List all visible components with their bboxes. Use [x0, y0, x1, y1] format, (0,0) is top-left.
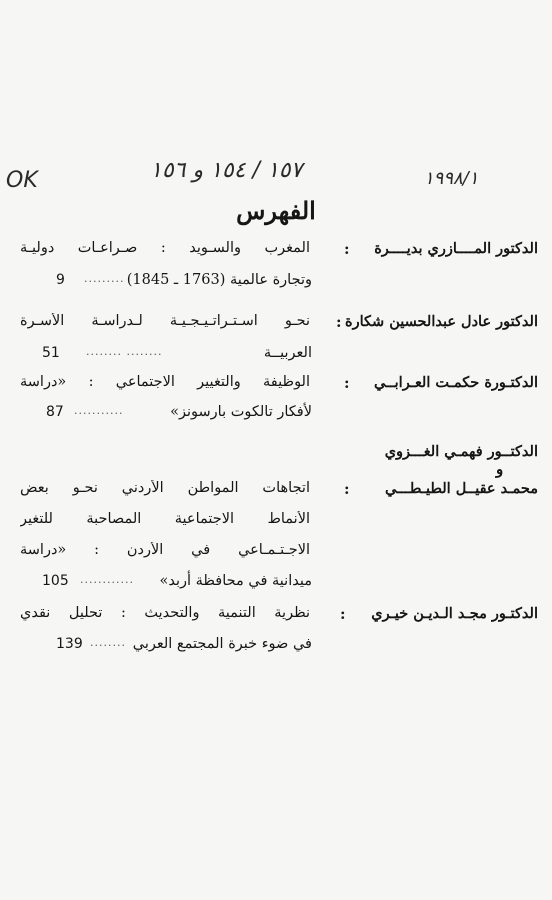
page-number: 105 — [42, 573, 69, 589]
toc-title-line-with-page — [42, 404, 312, 424]
page-number: 51 — [42, 345, 60, 361]
colon-separator: : — [344, 240, 350, 258]
page-number: 139 — [56, 636, 83, 652]
colon-separator: : — [344, 480, 350, 498]
toc-title-line: في ضوء خبرة المجتمع العربي — [132, 636, 312, 652]
toc-title-line: نظرية التنمية والتحديث : تحليل نقدي — [20, 605, 310, 621]
toc-title-line: وتجارة عالمية (1763 ـ 1845) — [126, 272, 312, 288]
toc-title-line: اتجاهات المواطن الأردني نحـو بعض — [20, 480, 310, 496]
colon-separator: : — [340, 605, 346, 623]
toc-author: الدكتـورة حكمـت العـرابــي — [374, 374, 538, 391]
leader-dots: ........ ........ — [86, 345, 163, 358]
toc-title-line: المغرب والسـويد : صـراعـات دوليـة — [20, 240, 310, 256]
toc-coauthor: محمـد عقيــل الطيـطـــي — [385, 480, 538, 497]
numbers-annotation: ١٥٧ / ١٥٤ و ١٥٦ — [150, 158, 303, 183]
leader-dots: ............ — [80, 573, 134, 586]
page-number: 9 — [56, 272, 65, 288]
toc-title-line-with-page — [42, 636, 312, 656]
leader-dots: ......... — [84, 272, 125, 285]
colon-separator: : — [344, 374, 350, 392]
toc-title-line: العربيــة — [263, 345, 312, 361]
toc-title-line: نحـو اسـتـراتـيـجـيـة لـدراسـة الأسـرة — [20, 313, 310, 329]
toc-author: الدكتور عادل عبدالحسين شكارة — [344, 313, 538, 330]
leader-dots: ........ — [90, 636, 126, 649]
conjunction: و — [496, 460, 504, 478]
page-number: 87 — [46, 404, 64, 420]
toc-title-line-with-page — [42, 345, 312, 365]
year-annotation: ١٩٩٨/١ — [424, 168, 479, 189]
toc-title-line-with-page — [42, 272, 312, 292]
toc-title-line-with-page — [42, 573, 312, 593]
colon-separator: : — [336, 313, 342, 331]
toc-author: الدكتــور فهمـي الغـــزوي — [384, 443, 538, 460]
toc-title-line: ميدانية في محافظة أربد» — [159, 573, 312, 589]
toc-title-line: الوظيفة والتغيير الاجتماعي : «دراسة — [20, 374, 310, 390]
leader-dots: ........... — [74, 404, 124, 417]
toc-title-line: الاجـتـمـاعي في الأردن : «دراسة — [20, 542, 310, 558]
page-title: الفهرس — [236, 196, 316, 225]
toc-title-line: الأنماط الاجتماعية المصاحبة للتغير — [20, 511, 310, 527]
toc-title-line: لأفكار تالكوت بارسونز» — [170, 404, 312, 420]
ok-annotation: OK — [6, 168, 38, 193]
toc-author: الدكتور المــــازري بديــــرة — [374, 240, 538, 257]
toc-author: الدكتـور مجـد الـديـن خيـري — [371, 605, 538, 622]
